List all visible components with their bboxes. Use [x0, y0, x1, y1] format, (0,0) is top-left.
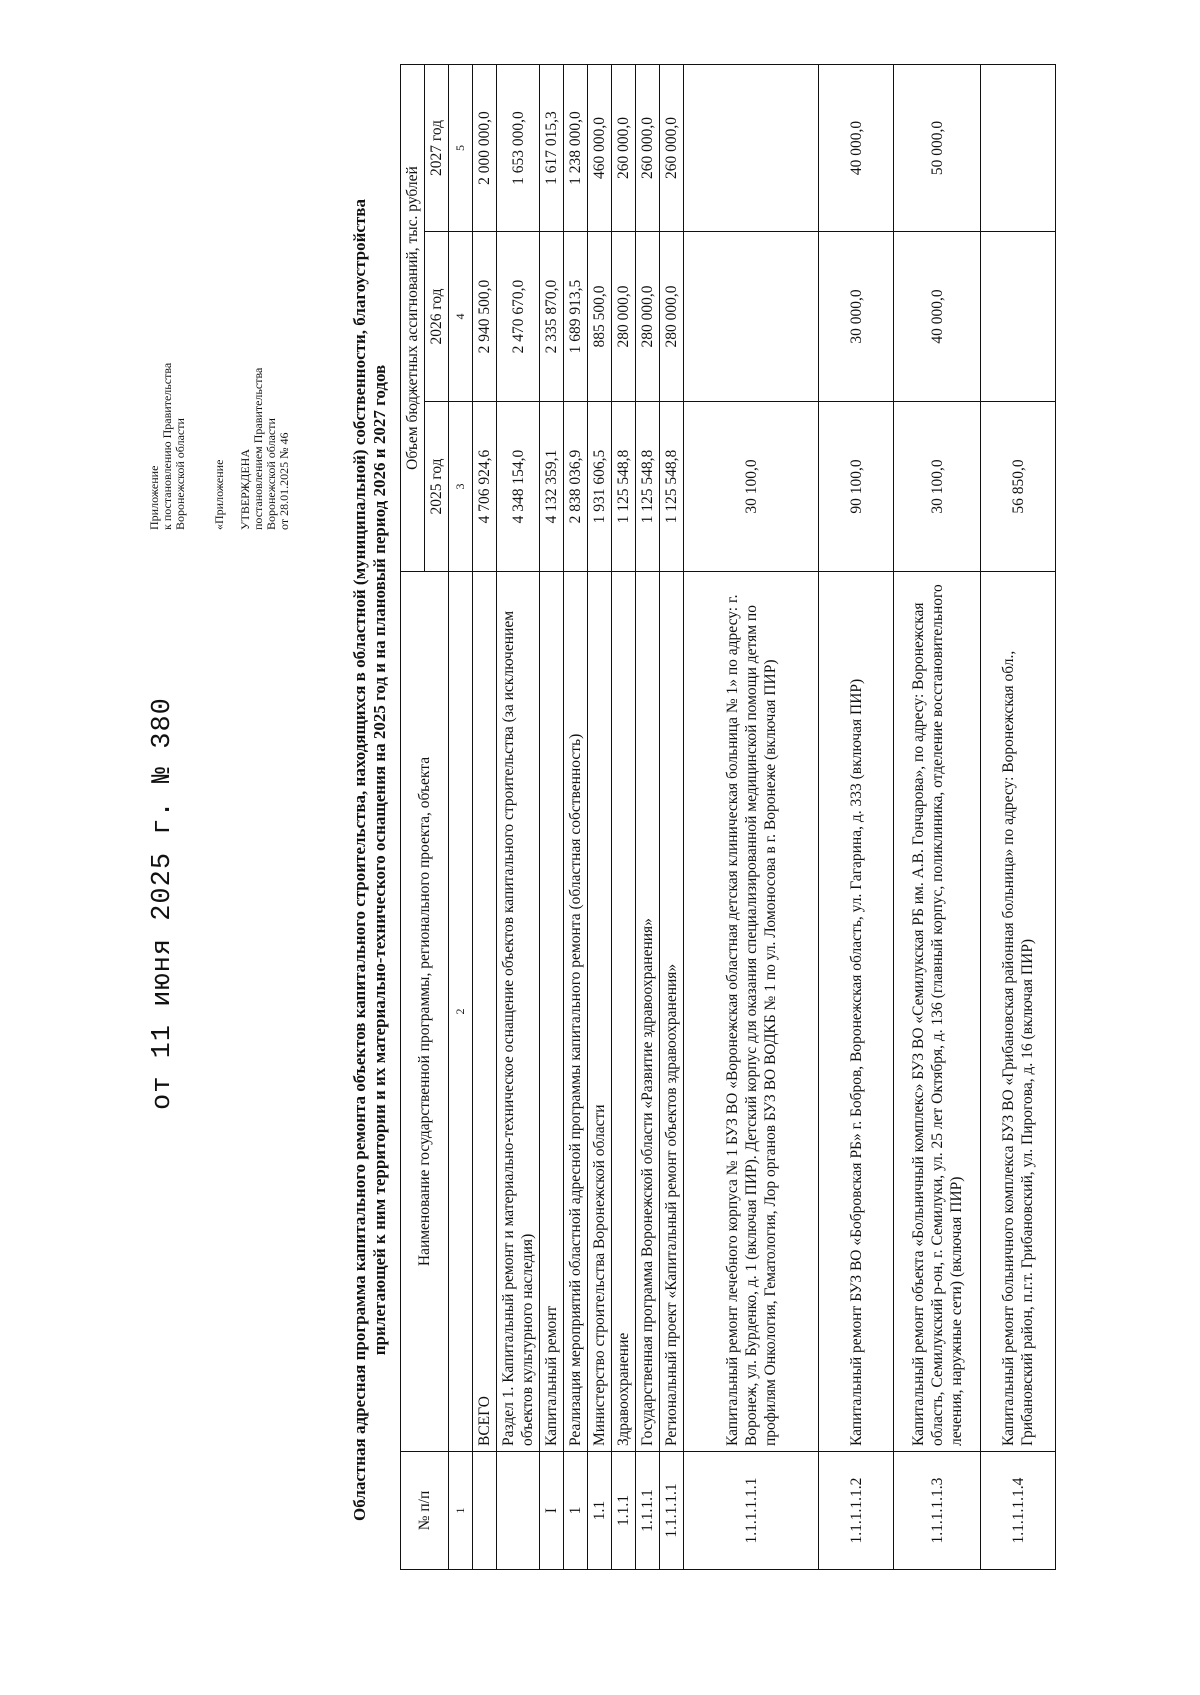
col-number: 2: [449, 572, 473, 1452]
row-2025: 4 132 359,1: [540, 402, 564, 572]
row-no: 1.1.1: [612, 1452, 636, 1570]
row-2025: 1 125 548,8: [660, 402, 684, 572]
row-2025: 56 850,0: [981, 402, 1056, 572]
row-name: ВСЕГО: [473, 572, 497, 1452]
row-no: 1.1.1.1.1.4: [981, 1452, 1056, 1570]
row-2026: 40 000,0: [894, 232, 981, 402]
table-row: [612, 65, 636, 1570]
row-2026: 2 940 500,0: [473, 232, 497, 402]
table-row: [660, 65, 684, 1570]
table-row: [540, 65, 564, 1570]
row-2025: 4 706 924,6: [473, 402, 497, 572]
row-2027: 2 000 000,0: [473, 65, 497, 232]
row-no: 1.1.1.1.1.3: [894, 1452, 981, 1570]
row-2025: 30 100,0: [894, 402, 981, 572]
col-number: 4: [449, 232, 473, 402]
col-number: 5: [449, 65, 473, 232]
row-no: 1.1: [588, 1452, 612, 1570]
row-2026: 280 000,0: [660, 232, 684, 402]
approved-line: постановлением Правительства: [251, 367, 265, 530]
row-2026: 885 500,0: [588, 232, 612, 402]
row-2026: 280 000,0: [612, 232, 636, 402]
row-name: Капитальный ремонт БУЗ ВО «Бобровская РБ» г. Бобров, Воронежская область, ул. Гагарина, д. 333 (включая ПИР): [819, 572, 894, 1452]
appendix-line: Приложение: [147, 465, 161, 530]
row-2027: 260 000,0: [636, 65, 660, 232]
header-no: № п/п: [401, 1452, 449, 1570]
row-no: 1.1.1.1.1.1: [684, 1452, 819, 1570]
row-2027: 1 653 000,0: [497, 65, 540, 232]
row-2026: [684, 232, 819, 402]
row-2027: 460 000,0: [588, 65, 612, 232]
table-row: [473, 65, 497, 1570]
row-name: Капитальный ремонт: [540, 572, 564, 1452]
approved-line: УТВЕРЖДЕНА: [238, 448, 252, 530]
table-row: [564, 65, 588, 1570]
approved-line: Воронежской области: [264, 418, 278, 530]
row-2026: 2 335 870,0: [540, 232, 564, 402]
row-no: 1.1.1.1.1.2: [819, 1452, 894, 1570]
row-name: Реализация мероприятий областной адресной программы капитального ремонта (областная собственность): [564, 572, 588, 1452]
row-name: Капитальный ремонт лечебного корпуса № 1 БУЗ ВО «Воронежская областная детская клиническая больница № 1» по адресу: г. Воронеж, ул. Бурденко, д. 1 (включая ПИР). Детский корпус для оказания специализированной медицинской помощи детям по профилям Онкология, Гематология, Лор органов БУЗ ВО ВОДКБ № 1 по ул. Ломоносова в г. Воронеже (включая ПИР): [684, 572, 819, 1452]
approved-line: «Приложение: [212, 459, 226, 530]
row-2026: [981, 232, 1056, 402]
row-2025: 1 125 548,8: [636, 402, 660, 572]
row-no: 1: [564, 1452, 588, 1570]
row-2026: 2 470 670,0: [497, 232, 540, 402]
row-name: Региональный проект «Капитальный ремонт объектов здравоохранения»: [660, 572, 684, 1452]
header-2026: 2026 год: [425, 232, 449, 402]
row-2025: 1 125 548,8: [612, 402, 636, 572]
table-row: [497, 65, 540, 1570]
row-2025: 90 100,0: [819, 402, 894, 572]
row-2027: 260 000,0: [660, 65, 684, 232]
row-no: [497, 1452, 540, 1570]
row-name: Государственная программа Воронежской области «Развитие здравоохранения»: [636, 572, 660, 1452]
row-2026: 280 000,0: [636, 232, 660, 402]
row-2025: 30 100,0: [684, 402, 819, 572]
table-row: [819, 65, 894, 1570]
row-no: I: [540, 1452, 564, 1570]
header-budget: Объем бюджетных ассигнований, тыс. рублей: [401, 65, 425, 572]
row-2025: 2 838 036,9: [564, 402, 588, 572]
approved-line: от 28.01.2025 № 46: [277, 432, 291, 530]
row-2027: 1 238 000,0: [564, 65, 588, 232]
appendix-header: [148, 200, 291, 530]
table-row: [588, 65, 612, 1570]
table-row: [894, 65, 981, 1570]
table-row: [684, 65, 819, 1570]
document-title: Областная адресная программа капитального ремонта объектов капитального строительства, находящихся в областной (муниципальной) собственности, благоустройства прилегающей к ним территории и их материально-технического оснащения на 2025 год и на плановый период 2026 и 2027 годов: [350, 199, 389, 1521]
row-2027: [684, 65, 819, 232]
row-2027: 1 617 015,3: [540, 65, 564, 232]
header-2025: 2025 год: [425, 402, 449, 572]
budget-table: [400, 64, 1056, 1570]
row-2027: 50 000,0: [894, 65, 981, 232]
row-2027: 260 000,0: [612, 65, 636, 232]
row-2025: 1 931 606,5: [588, 402, 612, 572]
row-name: Здравоохранение: [612, 572, 636, 1452]
appendix-line: к постановлению Правительства: [160, 362, 174, 530]
document-page: [0, 80, 1200, 1680]
row-no: [473, 1452, 497, 1570]
header-name: Наименование государственной программы, регионального проекта, объекта: [401, 572, 449, 1452]
header-2027: 2027 год: [425, 65, 449, 232]
order-date-stamp: от 11 июня 2025 г. № 380: [148, 697, 178, 1110]
row-2027: [981, 65, 1056, 232]
row-name: Капитальный ремонт больничного комплекса БУЗ ВО «Грибановская районная больница» по адресу: Воронежская обл., Грибановский район, п.г.т. Грибановский, ул. Пирогова, д. 16 (включая ПИР): [981, 572, 1056, 1452]
row-2027: 40 000,0: [819, 65, 894, 232]
row-2025: 4 348 154,0: [497, 402, 540, 572]
table-row: [981, 65, 1056, 1570]
appendix-line: Воронежской области: [173, 418, 187, 530]
col-number: 1: [449, 1452, 473, 1570]
row-name: Капитальный ремонт объекта «Больничный комплекс» БУЗ ВО «Семилукская РБ им. А.В. Гончарова», по адресу: Воронежская область, Семилукский р-он, г. Семилуки, ул. 25 лет Октября, д. 136 (главный корпус, поликлиника, отделение восстановительного лечения, наружные сети) (включая ПИР): [894, 572, 981, 1452]
row-no: 1.1.1.1: [636, 1452, 660, 1570]
table-row: [636, 65, 660, 1570]
row-2026: 30 000,0: [819, 232, 894, 402]
row-2026: 1 689 913,5: [564, 232, 588, 402]
row-no: 1.1.1.1.1: [660, 1452, 684, 1570]
col-number: 3: [449, 402, 473, 572]
row-name: Министерство строительства Воронежской области: [588, 572, 612, 1452]
row-name: Раздел 1. Капитальный ремонт и материально-техническое оснащение объектов капитального строительства (за исключением объектов культурного наследия): [497, 572, 540, 1452]
